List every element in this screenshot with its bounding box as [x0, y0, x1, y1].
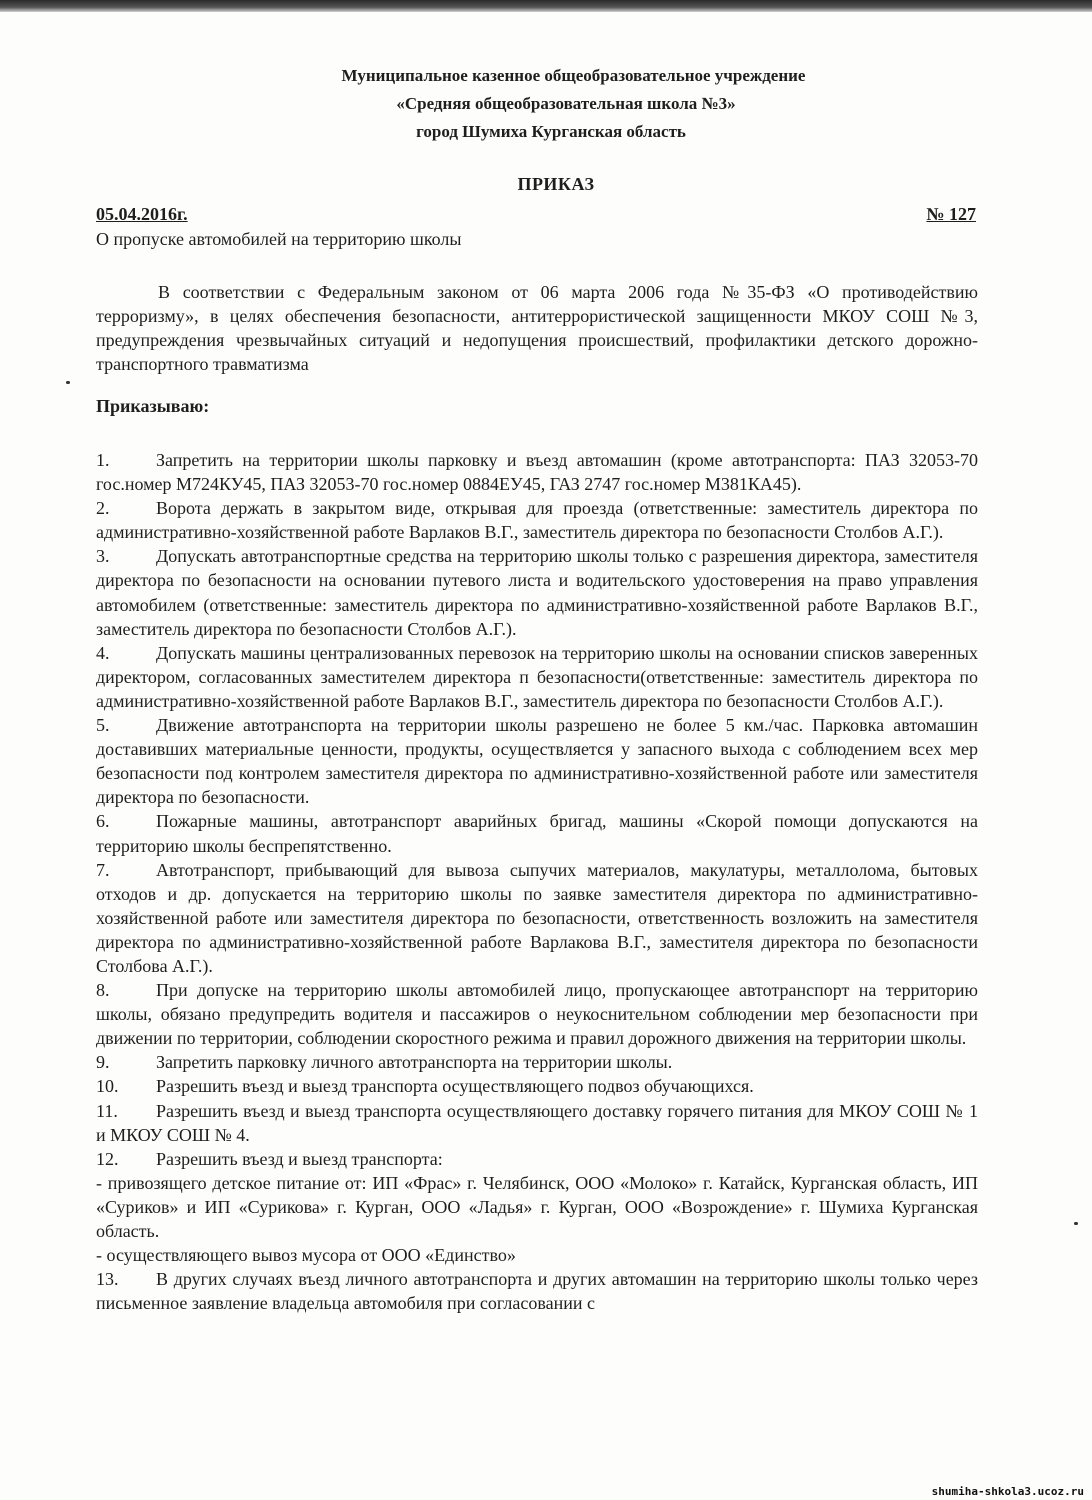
item-number: 5.: [96, 715, 110, 736]
list-item: [96, 809, 978, 857]
item-text: Пожарные машины, автотранспорт аварийных бригад, машины «Скорой помощи допускаются на территорию школы беспрепятственно.: [96, 811, 978, 856]
item-text: Разрешить въезд и выезд транспорта осуществляющего подвоз обучающихся.: [156, 1076, 754, 1097]
item-number: 4.: [96, 642, 110, 663]
preamble-paragraph: В соответствии с Федеральным законом от 06 марта 2006 года №35-ФЗ «О противодействию терроризму», в целях обеспечения безопасности, антитеррористической защищенности МКОУ СОШ №3, предупреждения чрезвычайных ситуаций и недопущения происшествий, профилактики детского дорожно-транспортного травматизма: [96, 282, 978, 374]
list-item: [96, 858, 978, 978]
list-item: [96, 1267, 978, 1315]
item-number: 11.: [96, 1100, 118, 1121]
item-text: Движение автотранспорта на территории школы разрешено не более 5 км./час. Парковка автомашин доставивших материальные ценности, продукты, осуществляется у запасного выхода с соблюдением всех мер безопасности под контролем заместителя директора по административно-хозяйственной работе или заместителя директора по безопасности.: [96, 715, 978, 808]
order-items-list: [96, 448, 978, 1315]
item-text: Ворота держать в закрытом виде, открывая для проезда (ответственные: заместитель директора по административно-хозяйственной работе Варлаков В.Г., заместитель директора по безопасности Столбов А.Г.).: [96, 498, 978, 543]
document-number: № 127: [926, 204, 976, 224]
item-text: Допускать машины централизованных перевозок на территорию школы на основании списков заверенных директором, согласованных заместителем директора п безопасности(ответственные: заместитель директора по административно-хозяйственной работе Варлаков В.Г., заместитель директора по безопасности Столбов А.Г.).: [96, 642, 978, 711]
institution-header: [0, 62, 1092, 146]
item-text: Допускать автотранспортные средства на территорию школы только с разрешения директора, заместителя директора по безопасности на основании путевого листа и водительского удостоверения на право управления автомобилем (ответственные: заместитель директора по административно-хозяйственной работе Варлаков В.Г., заместитель директора по безопасности Столбов А.Г.).: [96, 546, 978, 639]
item-number: 7.: [96, 859, 110, 880]
document-title: ПРИКАЗ: [517, 174, 595, 194]
item-text: Запретить на территории школы парковку и въезд автомашин (кроме автотранспорта: ПАЗ 32053-70 гос.номер М724КУ45, ПАЗ 32053-70 гос.номер 0884ЕУ45, ГАЗ 2747 гос.номер М381КА45).: [96, 450, 978, 495]
sub-item: - привозящего детское питание от: ИП «Фрас» г. Челябинск, ООО «Молоко» г. Катайск, Курганская область, ИП «Суриков» и ИП «Сурикова» г. Курган, ООО «Ладья» г. Курган, ООО «Возрождение» г. Шумиха Курганская область.: [96, 1172, 978, 1241]
document-subject: О пропуске автомобилей на территорию школы: [96, 229, 462, 249]
item-number: 8.: [96, 980, 110, 1001]
header-line-2: «Средняя общеобразовательная школа №3»: [396, 94, 736, 113]
list-item: [96, 1147, 978, 1171]
list-item: [96, 978, 978, 1050]
item-number: 3.: [96, 546, 110, 567]
item-text: Разрешить въезд и выезд транспорта:: [156, 1148, 443, 1169]
item-text: Запретить парковку личного автотранспорта на территории школы.: [156, 1052, 673, 1073]
list-item: [96, 544, 978, 640]
list-item: [96, 641, 978, 713]
list-item: [96, 1074, 978, 1098]
document-date: 05.04.2016г.: [96, 204, 188, 224]
item-number: 6.: [96, 811, 110, 832]
list-item: [96, 1050, 978, 1074]
header-line-1: Муниципальное казенное общеобразовательное учреждение: [341, 66, 806, 85]
list-item: [96, 713, 978, 809]
item-text: Автотранспорт, прибывающий для вывоза сыпучих материалов, макулатуры, металлолома, бытовых отходов и др. допускается на территорию школы по заявке заместителя директора по административно-хозяйственной работе или заместителя директора по безопасности, ответственность возложить на заместителя директора по административно-хозяйственной работе Варлакова В.Г., заместителя директора по безопасности Столбова А.Г.).: [96, 859, 978, 976]
item-text: Разрешить въезд и выезд транспорта осуществляющего доставку горячего питания для МКОУ СОШ № 1 и МКОУ СОШ № 4.: [96, 1100, 978, 1145]
item-text: В других случаях въезд личного автотранспорта и других автомашин на территорию школы только через письменное заявление владельца автомобиля при согласовании с: [96, 1269, 978, 1314]
list-item: [96, 1099, 978, 1147]
site-watermark: shumiha-shkola3.ucoz.ru: [931, 1485, 1084, 1498]
list-item: [96, 448, 978, 496]
scan-speck: [66, 381, 70, 384]
list-item: [96, 496, 978, 544]
item-number: 1.: [96, 450, 110, 470]
item-text: При допуске на территорию школы автомобилей лицо, пропускающее автотранспорт на территорию школы, обязано предупредить водителя и пассажиров о неукоснительном соблюдении мер безопасности при движении по территории, соблюдении скоростного режима и правил дорожного движения на территории школы.: [96, 980, 978, 1049]
order-heading: Приказываю:: [96, 396, 210, 416]
item-number: 9.: [96, 1052, 110, 1073]
sub-item: - осуществляющего вывоз мусора от ООО «Единство»: [96, 1245, 516, 1266]
header-line-3: город Шумиха Курганская область: [416, 122, 686, 141]
scan-top-edge: [0, 0, 1092, 12]
item-number: 10.: [96, 1076, 119, 1097]
scan-speck: [1074, 1222, 1078, 1225]
item-number: 12.: [96, 1148, 119, 1169]
item-number: 13.: [96, 1269, 119, 1290]
item-number: 2.: [96, 498, 110, 519]
